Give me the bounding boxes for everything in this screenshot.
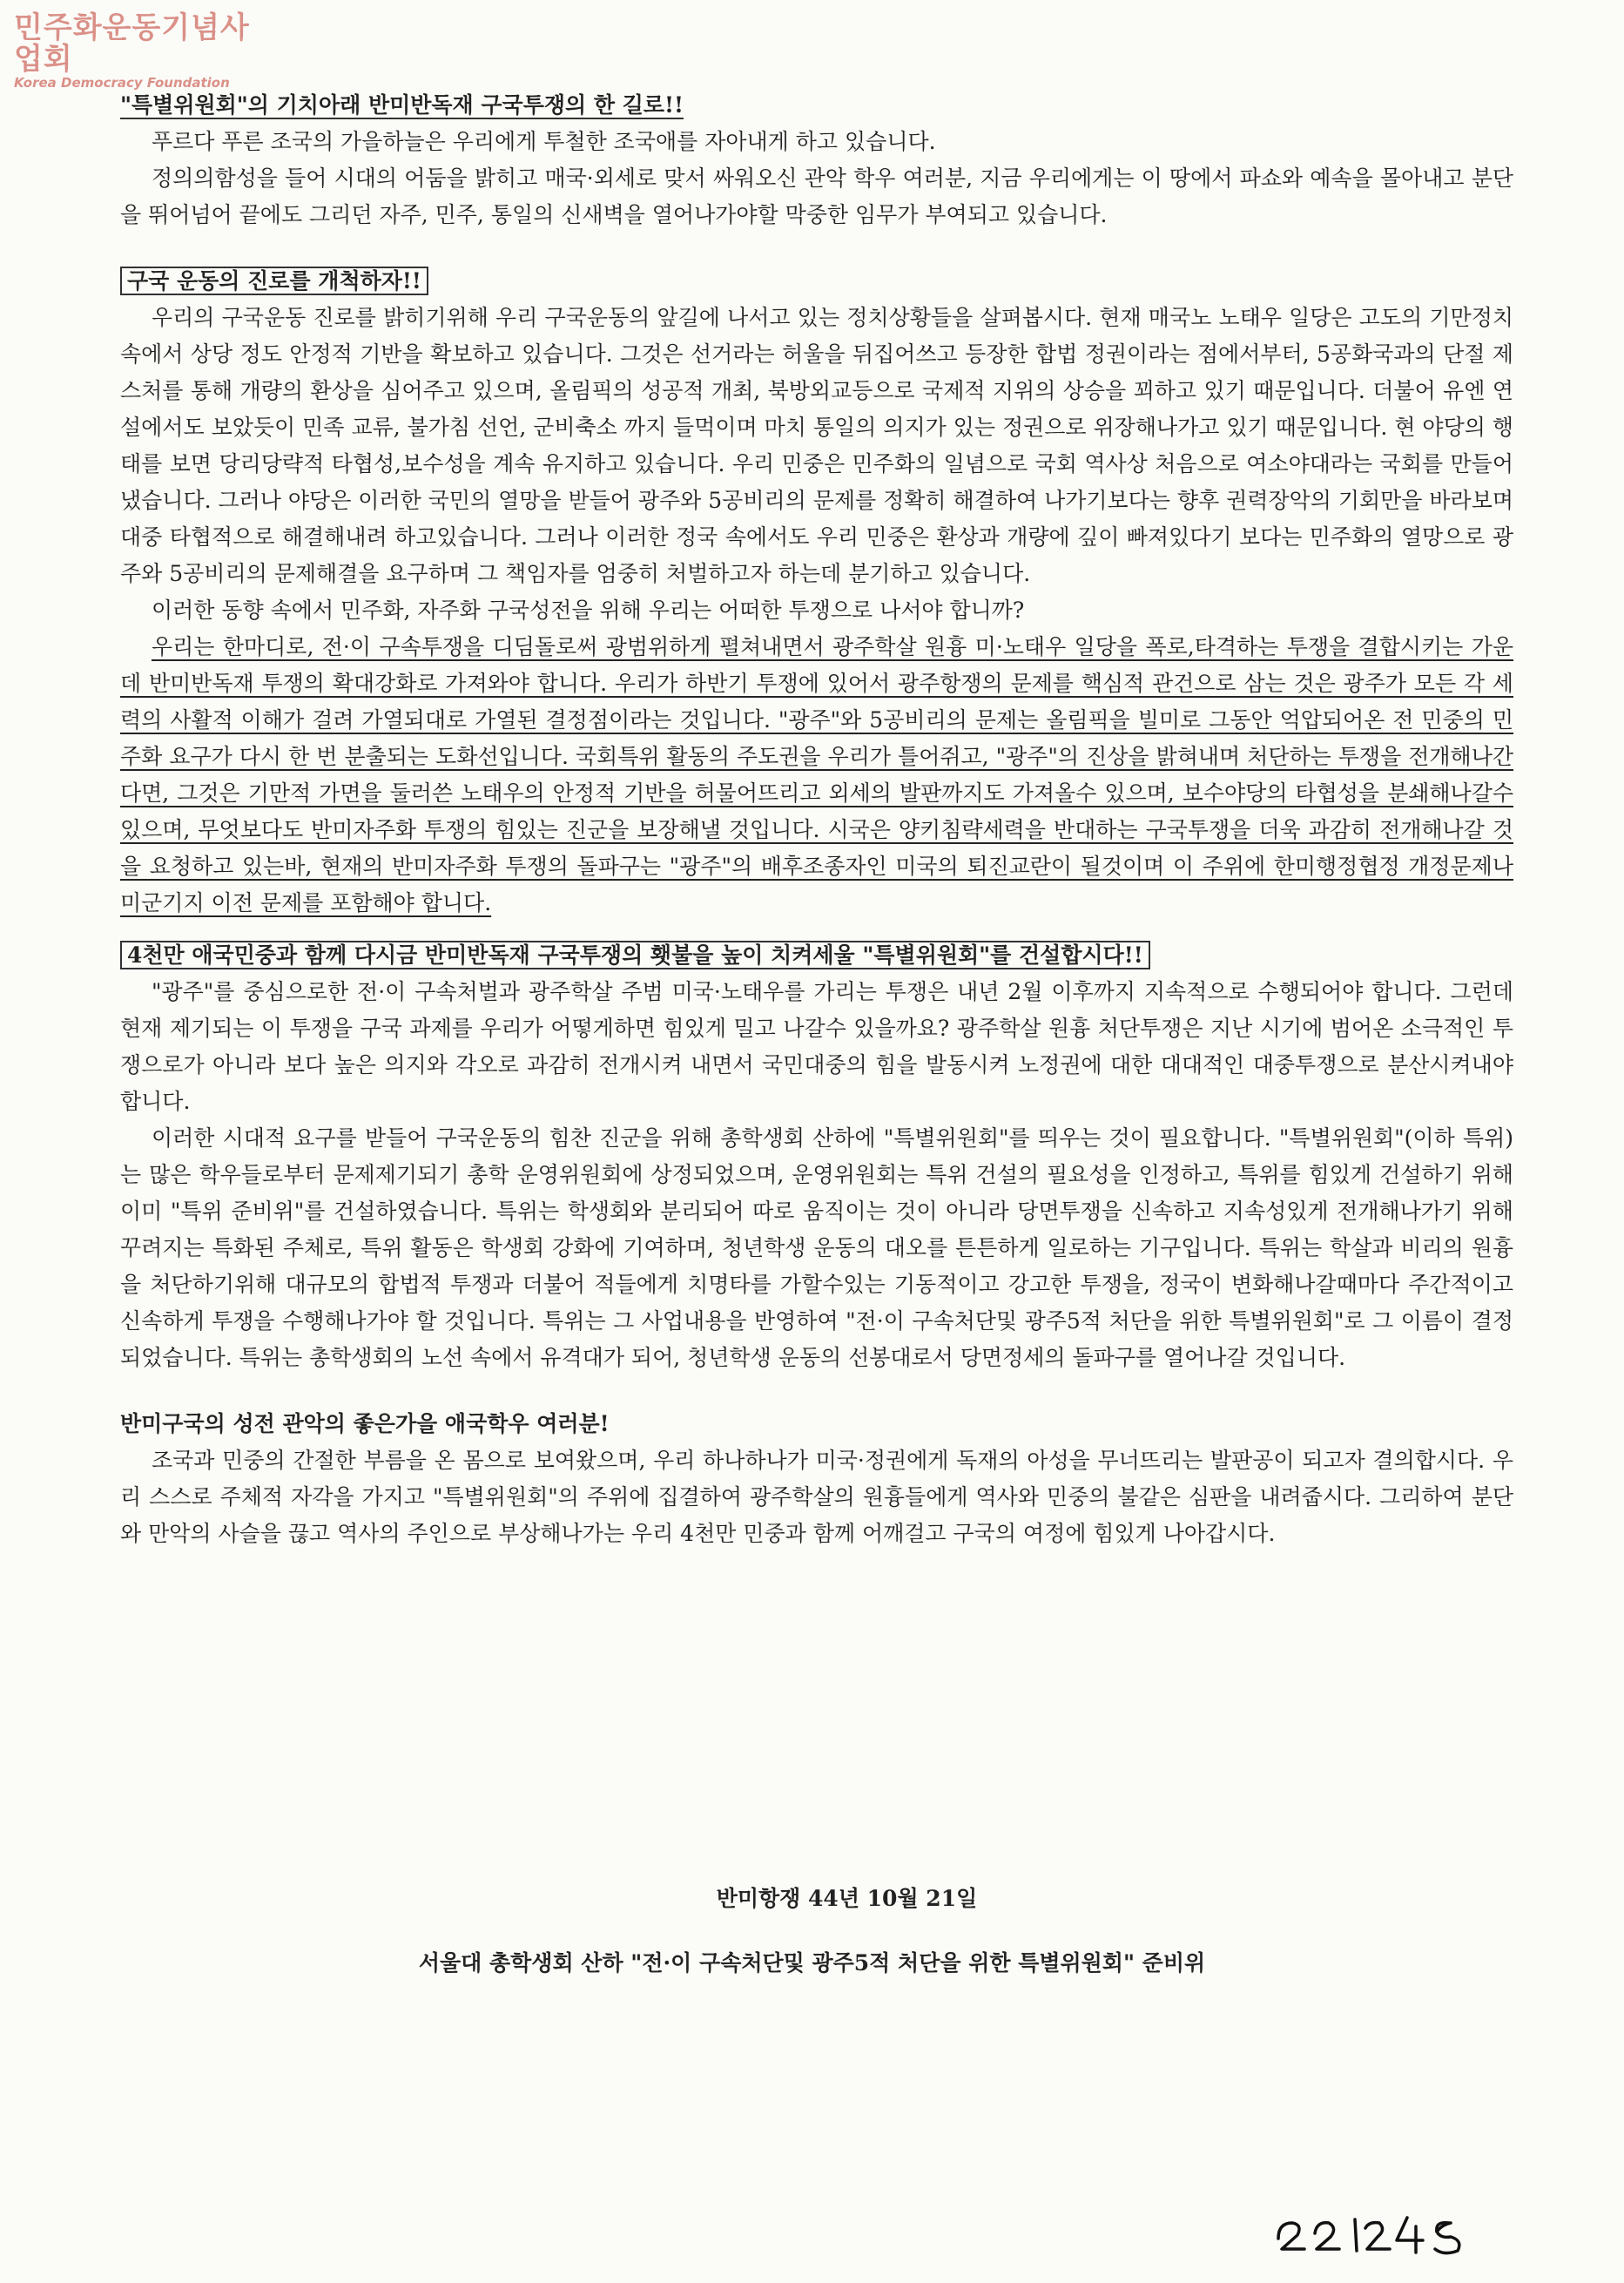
watermark-english: Korea Democracy Foundation xyxy=(14,75,230,91)
heading-text: "특별위원회"의 기치아래 반미반독재 구국투쟁의 한 길로!! xyxy=(120,92,684,118)
handwritten-doc-number xyxy=(1271,2204,1559,2256)
paragraph: 이러한 시대적 요구를 받들어 구국운동의 힘찬 진군을 위해 총학생회 산하에 "특별위원회"를 띄우는 것이 필요합니다. "특별위원회"(이하 특위)는 많은 학우들로부터 문제제기되기 총학 운영위원회에 상정되었으며, 운영위원회는 특위 건설의 필요성을 인정하고, 특위를 힘있게 건설하기 위해 이미 "특위 준비위"를 건설하였습니다. 특위는 학생회와 분리되어 따로 움직이는 것이 아니라 당면투쟁을 신속하고 지속성있게 전개해나가기 위해 꾸려지는 특화된 주체로, 특위 활동은 학생회 강화에 기여하며, 청년학생 운동의 대오를 튼튼하게 일로하는 기구입니다. 특위는 학살과 비리의 원흉을 처단하기위해 대규모의 합법적 투쟁과 더불어 적들에게 치명타를 가할수있는 기동적이고 강고한 투쟁을, 정국이 변화해나갈때마다 주간적이고 신속하게 투쟁을 수행해나가야 할 것입니다. 특위는 그 사업내용을 반영하여 "전·이 구속처단및 광주5적 처단을 위한 특별위원회"로 그 이름이 결정되었습니다. 특위는 총학생회의 노선 속에서 유격대가 되어, 청년학생 운동의 선봉대로서 당면정세의 돌파구를 열어나갈 것입니다. xyxy=(120,1125,1513,1370)
heading-text: 반미구국의 성전 관악의 좋은가을 애국학우 여러분! xyxy=(120,1411,610,1436)
section-heading-4 xyxy=(120,1406,1513,1442)
paragraph: 푸르다 푸른 조국의 가을하늘은 우리에게 투철한 조국애를 자아내게 하고 있습니다. xyxy=(152,129,936,154)
paragraph: 우리의 구국운동 진로를 밝히기위해 우리 구국운동의 앞길에 나서고 있는 정치상황들을 살펴봅시다. 현재 매국노 노태우 일당은 고도의 기만정치 속에서 상당 정도 안정적 기반을 확보하고 있습니다. 그것은 선거라는 허울을 뒤집어쓰고 등장한 합법 정권이라는 점에서부터, 5공화국과의 단절 제스처를 통해 개량의 환상을 심어주고 있으며, 올림픽의 성공적 개최, 북방외교등으로 국제적 지위의 상승을 꾀하고 있기 때문입니다. 더불어 유엔 연설에서도 보았듯이 민족 교류, 불가침 선언, 군비축소 까지 들먹이며 마치 통일의 의지가 있는 정권으로 위장해나가고 있기 때문입니다. 현 야당의 행태를 보면 당리당략적 타협성,보수성을 계속 유지하고 있습니다. 우리 민중은 민주화의 일념으로 국회 역사상 처음으로 여소야대라는 국회를 만들어 냈습니다. 그러나 야당은 이러한 국민의 열망을 받들어 광주와 5공비리의 문제를 정확히 해결하여 나가기보다는 향후 권력장악의 기회만을 바라보며 대중 타협적으로 해결해내려 하고있습니다. 그러나 이러한 정국 속에서도 우리 민중은 환상과 개량에 깊이 빠져있다기 보다는 민주화의 열망으로 광주와 5공비리의 문제해결을 요구하며 그 책임자를 엄중히 처벌하고자 하는데 분기하고 있습니다. xyxy=(120,305,1514,586)
section-heading-3 xyxy=(120,937,1513,974)
watermark-logo xyxy=(14,10,275,91)
watermark-korean: 민주화운동기념사업회 xyxy=(14,10,250,77)
paragraph: 이러한 동향 속에서 민주화, 자주화 구국성전을 위해 우리는 어떠한 투쟁으로 나서야 합니까? xyxy=(152,598,1025,623)
paragraph-underlined: 우리는 한마디로, 전·이 구속투쟁을 디딤돌로써 광범위하게 펼쳐내면서 광주학살 원흉 미·노태우 일당을 폭로,타격하는 투쟁을 결합시키는 가운데 반미반독재 투쟁의 확대강화로 가져와야 합니다. 우리가 하반기 투쟁에 있어서 광주항쟁의 문제를 핵심적 관건으로 삼는 것은 광주가 모든 각 세력의 사활적 이해가 걸려 가열되대로 가열된 결정점이라는 것입니다. "광주"와 5공비리의 문제는 올림픽을 빌미로 그동안 억압되어온 전 민중의 민주화 요구가 다시 한 번 분출되는 도화선입니다. 국회특위 활동의 주도권을 우리가 틀어쥐고, "광주"의 진상을 밝혀내며 처단하는 투쟁을 전개해나간다면, 그것은 기만적 가면을 둘러쓴 노태우의 안정적 기반을 허물어뜨리고 외세의 발판까지도 가져올수 있으며, 보수야당의 타협성을 분쇄해나갈수 있으며, 무엇보다도 반미자주화 투쟁의 힘있는 진군을 보장해낼 것입니다. 시국은 양키침략세력을 반대하는 구국투쟁을 더욱 과감히 전개해나갈 것을 요청하고 있는바, 현재의 반미자주화 투쟁의 돌파구는 "광주"의 배후조종자인 미국의 퇴진교란이 될것이며 이 주위에 한미행정협정 개정문제나 미군기지 이전 문제를 포함해야 합니다. xyxy=(120,634,1513,915)
section-heading-1 xyxy=(120,87,1513,124)
paragraph: 정의의함성을 들어 시대의 어둠을 밝히고 매국·외세로 맞서 싸워오신 관악 학우 여러분, 지금 우리에게는 이 땅에서 파쇼와 예속을 몰아내고 분단을 뛰어넘어 끝에도 그리던 자주, 민주, 통일의 신새벽을 열어나가야할 막중한 임무가 부여되고 있습니다. xyxy=(120,165,1513,227)
footer-date: 반미항쟁 44년 10월 21일 xyxy=(716,1886,978,1911)
paragraph: "광주"를 중심으로한 전·이 구속처벌과 광주학살 주범 미국·노태우를 가리는 투쟁은 내년 2월 이후까지 지속적으로 수행되어야 합니다. 그런데 현재 제기되는 이 투쟁을 구국 과제를 우리가 어떻게하면 힘있게 밀고 나갈수 있을까요? 광주학살 원흉 처단투쟁은 지난 시기에 범어온 소극적인 투쟁으로가 아니라 보다 높은 의지와 각오로 과감히 전개시켜 내면서 국민대중의 힘을 발동시켜 노정권에 대한 대대적인 대중투쟁으로 분산시켜내야 합니다. xyxy=(120,979,1513,1114)
section-heading-2 xyxy=(120,263,1513,300)
heading-text: 구국 운동의 진로를 개척하자!! xyxy=(120,267,428,295)
heading-text: 4천만 애국민중과 함께 다시금 반미반독재 구국투쟁의 횃불을 높이 치켜세울 "특별위원회"를 건설합시다!! xyxy=(120,941,1150,969)
document-body xyxy=(120,87,1513,1552)
footer-organization: 서울대 총학생회 산하 "전·이 구속처단및 광주5적 처단을 위한 특별위원회" 준비위 xyxy=(418,1950,1206,1976)
paragraph: 조국과 민중의 간절한 부름을 온 몸으로 보여왔으며, 우리 하나하나가 미국·정권에게 독재의 아성을 무너뜨리는 발판공이 되고자 결의합시다. 우리 스스로 주체적 자각을 가지고 "특별위원회"의 주위에 집결하여 광주학살의 원흉들에게 역사와 민중의 불같은 심판을 내려줍시다. 그리하여 분단와 만악의 사슬을 끊고 역사의 주인으로 부상해나가는 우리 4천만 민중과 함께 어깨걸고 구국의 여정에 힘있게 나아갑시다. xyxy=(120,1448,1513,1546)
